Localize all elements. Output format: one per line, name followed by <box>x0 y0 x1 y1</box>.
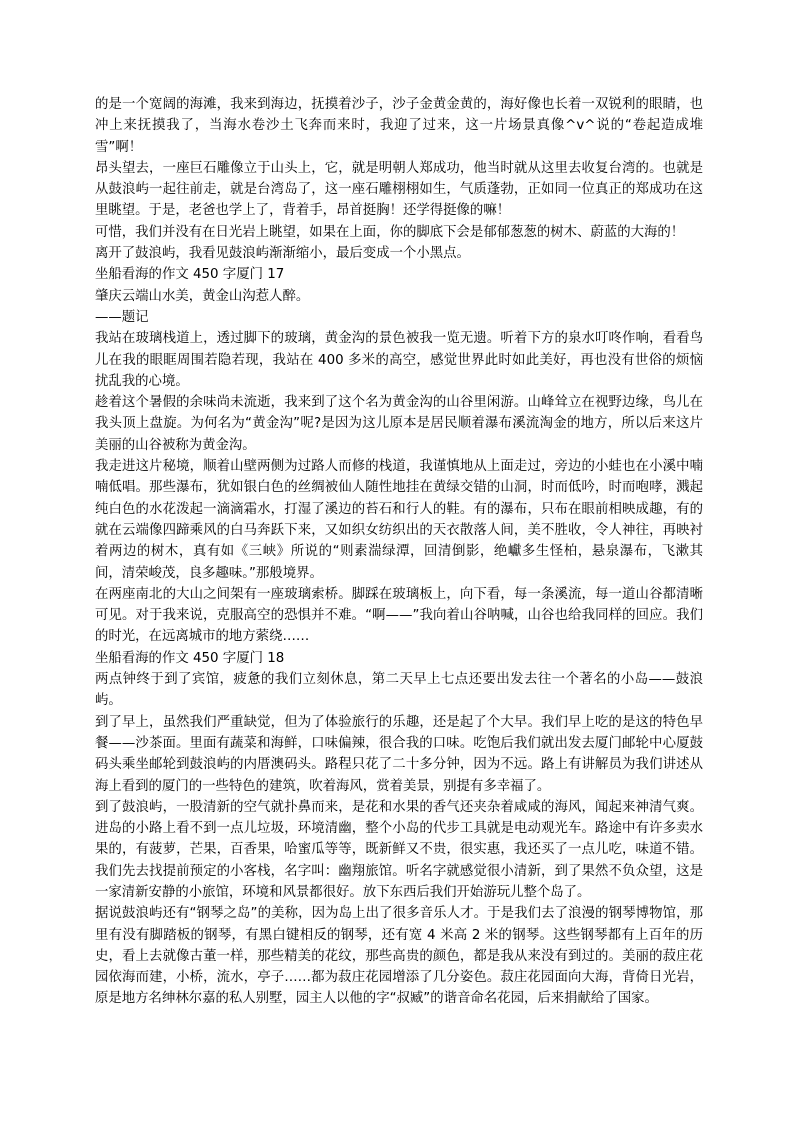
section-heading: 坐船看海的作文 450 字厦门 18 <box>95 650 285 666</box>
epigraph-attribution: ——题记 <box>95 309 149 325</box>
paragraph: 可惜，我们并没有在日光岩上眺望，如果在上面，你的脚底下会是郁郁葱葱的树木、蔚蓝的大海的！ <box>95 224 685 240</box>
paragraph: 到了鼓浪屿，一股清新的空气就扑鼻而来，是花和水果的香气还夹杂着咸咸的海风，闻起来神清气爽。进岛的小路上看不到一点儿垃圾，环境清幽，整个小岛的代步工具就是电动观光车。路途中有许多卖水果的，有菠萝，芒果，百香果，哈蜜瓜等等，既新鲜又不贵，很实惠，我还买了一点儿吃，味道不错。我们先去找提前预定的小客栈，名字叫：幽翔旅馆。听名字就感觉很小清新，到了果然不负众望，这是一家清新安静的小旅馆，环境和风景都很好。放下东西后我们开始游玩儿整个岛了。 <box>95 799 703 900</box>
paragraph: 我站在玻璃栈道上，透过脚下的玻璃，黄金沟的景色被我一览无遗。听着下方的泉水叮咚作响，看看鸟儿在我的眼眶周围若隐若现，我站在 400 多米的高空，感觉世界此时如此美好，再也没有世俗的烦恼扰乱我的心境。 <box>95 331 703 389</box>
paragraph: 两点钟终于到了宾馆，疲惫的我们立刻休息，第二天早上七点还要出发去往一个著名的小岛——鼓浪屿。 <box>95 672 703 709</box>
paragraph: 到了早上，虽然我们严重缺觉，但为了体验旅行的乐趣，还是起了个大早。我们早上吃的是这的特色早餐——沙茶面。里面有蔬菜和海鲜，口味偏辣，很合我的口味。吃饱后我们就出发去厦门邮轮中心厦鼓码头乘坐邮轮到鼓浪屿的内厝澳码头。路程只花了二十多分钟，因为不远。路上有讲解员为我们讲述从海上看到的厦门的一些特色的建筑，吹着海风，赏着美景，别提有多幸福了。 <box>95 714 703 794</box>
paragraph: 趁着这个暑假的余味尚未流逝，我来到了这个名为黄金沟的山谷里闲游。山峰耸立在视野边缘，鸟儿在我头顶上盘旋。为何名为“黄金沟”呢?是因为这儿原本是居民顺着瀑布溪流淘金的地方，所以后来这片美丽的山谷被称为黄金沟。 <box>95 395 703 453</box>
paragraph: 离开了鼓浪屿，我看见鼓浪屿渐渐缩小，最后变成一个小黑点。 <box>95 246 470 262</box>
section-heading: 坐船看海的作文 450 字厦门 17 <box>95 267 285 283</box>
paragraph: 的是一个宽阔的海滩，我来到海边，抚摸着沙子，沙子金黄金黄的，海好像也长着一双锐利的眼睛，也冲上来抚摸我了，当海水卷沙土飞奔而来时，我迎了过来，这一片场景真像^v^说的“卷起造成堆雪”啊！ <box>95 97 703 155</box>
paragraph: 肇庆云端山水美，黄金山沟惹人醉。 <box>95 288 310 304</box>
document-body <box>95 94 703 1010</box>
paragraph: 昂头望去，一座巨石雕像立于山头上，它，就是明朝人郑成功，他当时就从这里去收复台湾的。也就是从鼓浪屿一起往前走，就是台湾岛了，这一座石雕栩栩如生，气质蓬勃，正如同一位真正的郑成功在这里眺望。于是，老爸也学上了，背着手，昂首挺胸！还学得挺像的嘛！ <box>95 160 703 219</box>
paragraph: 在两座南北的大山之间架有一座玻璃索桥。脚踩在玻璃板上，向下看，每一条溪流，每一道山谷都清晰可见。对于我来说，克服高空的恐惧并不难。“啊——”我向着山谷呐喊，山谷也给我同样的回应。我们的时光，在远离城市的地方萦绕…… <box>95 586 703 645</box>
paragraph: 我走进这片秘境，顺着山壁两侧为过路人而修的栈道，我谨慎地从上面走过，旁边的小蛙也在小溪中喃喃低唱。那些瀑布，犹如银白色的丝绸被仙人随性地挂在黄绿交错的山洞，时而低吟，时而咆哮，溅起纯白色的水花泼起一滴滴霜水，打湿了溪边的苔石和行人的鞋。有的瀑布，只布在眼前相映成趣，有的就在云端像四蹄乘风的白马奔跃下来，又如织女纺织出的天衣散落人间，美不胜收，令人神往，再映衬着两边的树木，真有如《三峡》所说的“则素湍绿潭，回清倒影，绝巘多生怪柏，悬泉瀑布，飞漱其间，清荣峻茂，良多趣味。”那般境界。 <box>95 459 703 581</box>
paragraph: 据说鼓浪屿还有“钢琴之岛”的美称，因为岛上出了很多音乐人才。于是我们去了浪漫的钢琴博物馆，那里有没有脚踏板的钢琴，有黑白键相反的钢琴，还有宽 4 米高 2 米的钢琴。这些钢琴都有上百年的历史，看上去就像古董一样，那些精美的花纹，那些高贵的颜色，都是我从来没有到过的。美丽的菽庄花园依海而建，小桥，流水，亭子……都为菽庄花园增添了几分姿色。菽庄花园面向大海，背倚日光岩，原是地方名绅林尔嘉的私人别墅，园主人以他的字“叔臧”的谐音命名花园，后来捐献给了国家。 <box>95 906 703 1007</box>
